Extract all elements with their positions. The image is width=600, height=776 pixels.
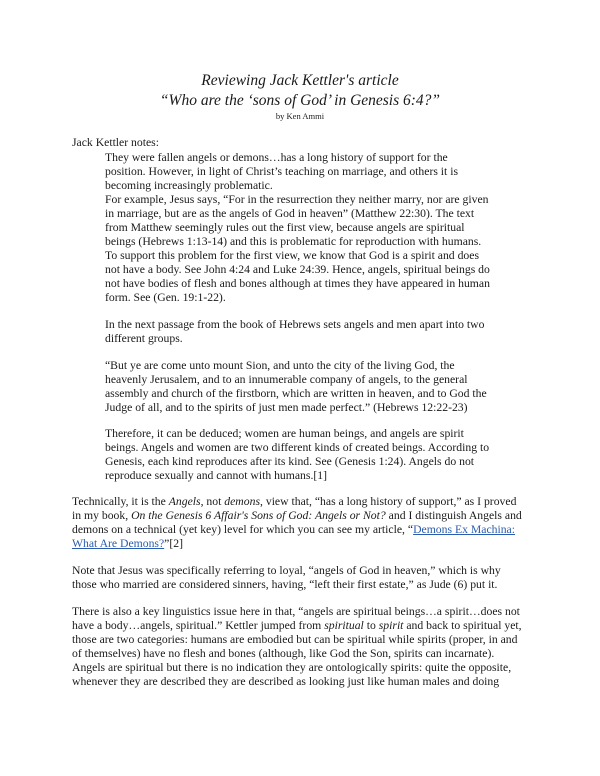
quote-line: different groups. [105,332,183,345]
quote-line: becoming increasingly problematic. [105,179,273,192]
quote-line: They were fallen angels or demons…has a long history of support for the [105,151,448,164]
text-span: in my book, [72,509,132,522]
text-span: have a body…angels, spiritual.” Kettler jumped from [72,619,325,632]
article-link[interactable]: What Are Demons? [72,537,165,550]
quote-line: beings (Hebrews 1:13-14) and this is problematic for reproduction with humans. [105,235,482,248]
quote-line: In the next passage from the book of Hebrews sets angels and men apart into two [105,318,485,331]
body-line: whenever they are described they are described as looking just like human males and doing [72,675,500,688]
text-span: ”[2] [164,537,183,550]
body-line: of themselves) have no flesh and bones (although, like God the Son, spirits can incarnate). [72,647,495,660]
body-line: Angels are spiritual but there is no indication they are ontologically spirits: quite the opposite, [72,661,512,674]
quote-line: assembly and church of the firstborn, which are written in heaven, and to God the [105,387,487,400]
body-line: those who married are considered sinners, having, “left their first estate,” as Jude (6) put it. [72,578,498,591]
text-span: , view that, “has a long history of support,” as I proved [260,495,517,508]
quote-line: form. See (Gen. 19:1-22). [105,291,226,304]
quote-line: in marriage, but are as the angels of God in heaven” (Matthew 22:30). The text [105,207,475,220]
body-line: Note that Jesus was specifically referring to loyal, “angels of God in heaven,” which is why [72,564,501,577]
book-title: On the Genesis 6 Affair's Sons of God: Angels or Not? [131,509,386,522]
article-link[interactable]: Demons Ex Machina: [413,523,515,536]
intro-text: Jack Kettler notes: [72,136,159,149]
text-span: Technically, it is the [72,495,169,508]
quote-line: position. However, in light of Christ’s teaching on marriage, and others it is [105,165,459,178]
emphasis-spirit: spirit [378,619,404,632]
quote-line: Therefore, it can be deduced; women are human beings, and angels are spirit [105,427,464,440]
body-line [72,619,522,633]
text-span: demons on a technical (yet key) level for which you can see my article, “ [72,523,414,536]
quote-line: “But ye are come unto mount Sion, and unto the city of the living God, the [105,359,455,372]
body-line [72,537,183,551]
text-span: , not [200,495,225,508]
emphasis-demons: demons [224,495,260,508]
emphasis-angels: Angels [168,495,201,508]
body-line: There is also a key linguistics issue here in that, “angels are spiritual beings…a spirit…does not [72,605,520,618]
body-line [72,523,515,537]
quote-line: reproduce sexually and cannot with humans.[1] [105,469,327,482]
quote-line: not have bodies of flesh and bones although at times they have appeared in human [105,277,490,290]
quote-line: not have a body. See John 4:24 and Luke 24:39. Hence, angels, spiritual beings do [105,263,490,276]
body-line: those are two categories: humans are embodied but can be spiritual while spirits (proper, in and [72,633,518,646]
article-title-line-2: “Who are the ‘sons of God’ in Genesis 6:4?” [159,92,441,109]
text-span: and I distinguish Angels and [385,509,522,522]
quote-line: heavenly Jerusalem, and to an innumerable company of angels, to the general [105,373,468,386]
text-span: to [363,619,379,632]
quote-line: For example, Jesus says, “For in the resurrection they neither marry, nor are given [105,193,489,206]
article-title-line-1: Reviewing Jack Kettler's article [201,72,399,89]
text-span: and back to spiritual yet, [403,619,522,632]
emphasis-spiritual: spiritual [324,619,364,632]
body-line [72,495,516,509]
byline: by Ken Ammi [275,111,325,121]
quote-line: Genesis, each kind reproduces after its kind. See (Genesis 1:24). Angels do not [105,455,475,468]
quote-line: beings. Angels and women are two different kinds of created beings. According to [105,441,490,454]
quote-line: Judge of all, and to the spirits of just men made perfect.” (Hebrews 12:22-23) [105,401,468,414]
quote-line: from Matthew seemingly rules out the first view, because angels are spiritual [105,221,465,234]
quote-line: To support this problem for the first view, we know that God is a spirit and does [105,249,479,262]
body-line [72,509,522,523]
